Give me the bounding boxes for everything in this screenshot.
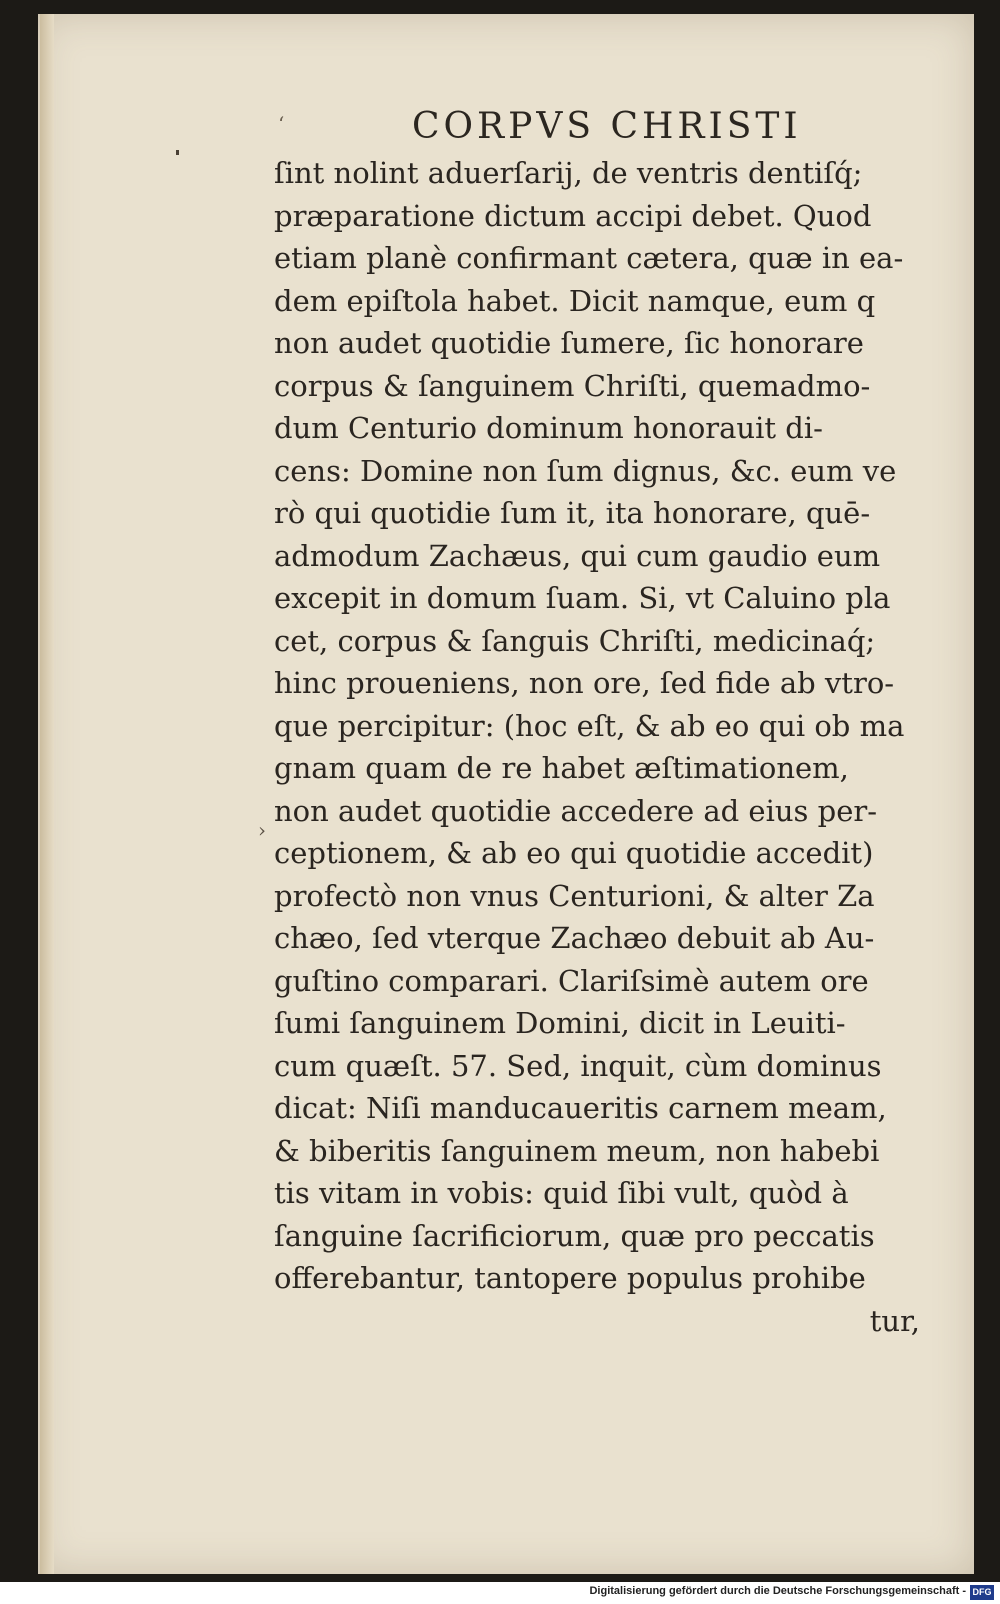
body-text <box>274 152 934 1342</box>
text-line: cens: Domine non ſum dignus, &c. eum ve <box>274 453 897 488</box>
text-line: cum quæſt. 57. Sed, inquit, cùm dominus <box>274 1048 882 1083</box>
text-line: rò qui quotidie ſum it, ita honorare, quē- <box>274 496 871 530</box>
text-line: ceptionem, & ab eo qui quotidie accedit) <box>274 836 874 870</box>
text-line: offerebantur, tantopere populus prohibe <box>274 1261 866 1295</box>
text-line: cet, corpus & ſanguis Chriſti, medicinaq́; <box>274 623 876 658</box>
text-line: admodum Zachæus, qui cum gaudio eum <box>274 538 881 573</box>
text-line: dum Centurio dominum honorauit di- <box>274 411 823 445</box>
text-line: tis vitam in vobis: quid ſibi vult, quòd à <box>274 1176 849 1210</box>
margin-mark-lower: › <box>258 818 266 842</box>
text-line: gnam quam de re habet æſtimationem, <box>274 751 849 785</box>
page-gutter-shadow <box>40 14 54 1574</box>
text-line: chæo, ſed vterque Zachæo debuit ab Au- <box>274 921 875 955</box>
text-line: que percipitur: (hoc eſt, & ab eo qui ob ma <box>274 708 905 743</box>
text-line: non audet quotidie accedere ad eius per- <box>274 793 878 828</box>
text-line: dicat: Niſi manducaueritis carnem meam, <box>274 1091 887 1125</box>
running-head: CORPVS CHRISTI <box>412 106 802 147</box>
text-line: ſumi ſanguinem Domini, dicit in Leuiti- <box>274 1006 846 1040</box>
text-line: ſanguine ſacrificiorum, quæ pro peccatis <box>274 1218 875 1253</box>
text-line: etiam planè confirmant cætera, quæ in ea- <box>274 241 904 275</box>
text-line: & biberitis ſanguinem meum, non habebi <box>274 1133 880 1168</box>
text-line: ſint nolint aduerſarij, de ventris dentiſq́; <box>274 156 863 190</box>
text-line: guſtino comparari. Clariſsimè autem ore <box>274 963 869 998</box>
text-line: corpus & ſanguinem Chriſti, quemadmo- <box>274 368 871 403</box>
text-line: dem epiſtola habet. Dicit namque, eum q <box>274 283 876 318</box>
text-line: profectò non vnus Centurioni, & alter Za <box>274 878 875 913</box>
footer-bar <box>0 1582 1000 1604</box>
catchword: tur, <box>869 1303 920 1338</box>
funding-credit: Digitalisierung gefördert durch die Deutsche Forschungsgemeinschaft - <box>589 1585 966 1597</box>
text-line: præparatione dictum accipi debet. Quod <box>274 198 872 233</box>
text-line: excepit in domum ſuam. Si, vt Caluino pla <box>274 581 891 615</box>
margin-mark: ʻ <box>278 112 285 136</box>
dfg-logo: DFG <box>970 1585 994 1600</box>
text-line: hinc proueniens, non ore, ſed fide ab vtro- <box>274 666 895 700</box>
margin-speck <box>176 150 179 155</box>
text-line: non audet quotidie ſumere, ſic honorare <box>274 326 864 360</box>
